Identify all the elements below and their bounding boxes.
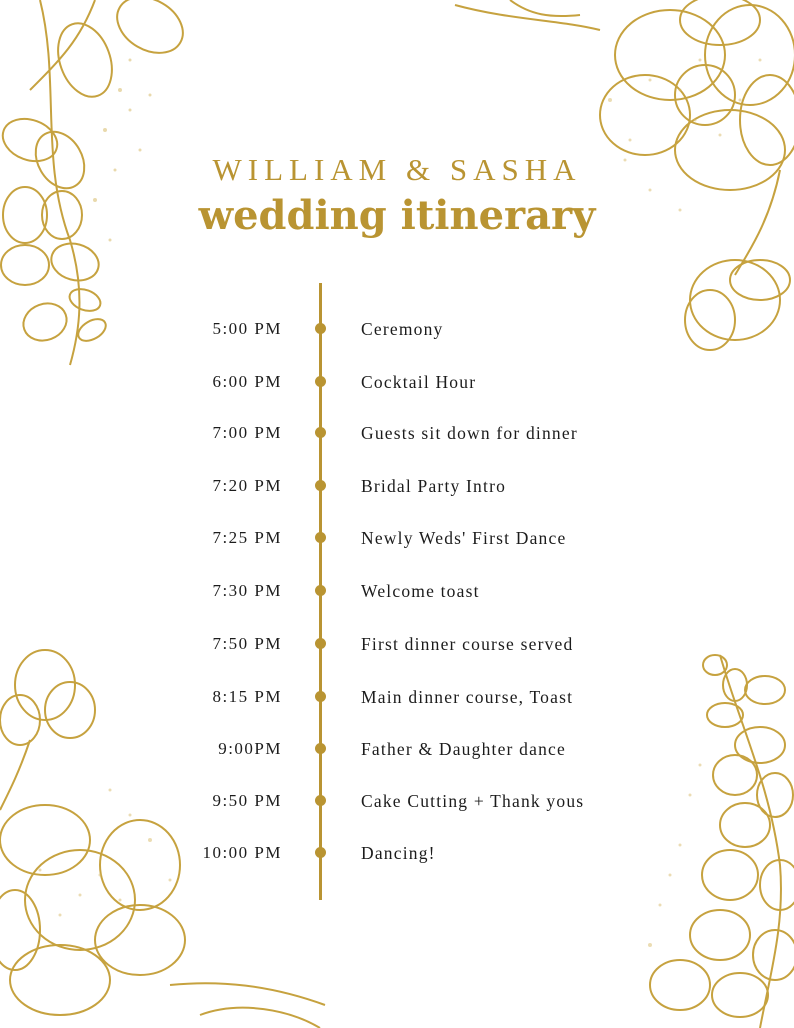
event-name: Guests sit down for dinner (361, 423, 578, 443)
event-name: Bridal Party Intro (361, 476, 507, 496)
event-name: Welcome toast (361, 581, 480, 601)
event-time: 9:50 PM (212, 791, 282, 810)
event-name: Newly Weds' First Dance (361, 528, 567, 548)
event-time: 10:00 PM (202, 843, 282, 862)
timeline-row (0, 471, 794, 501)
event-name: Cake Cutting + Thank yous (361, 791, 585, 811)
timeline-row (0, 786, 794, 816)
itinerary-title: wedding itinerary (198, 192, 596, 239)
event-time: 6:00 PM (212, 372, 282, 391)
event-time: 7:50 PM (212, 634, 282, 653)
event-time: 7:20 PM (212, 476, 282, 495)
event-name: Ceremony (361, 319, 444, 339)
event-name: Main dinner course, Toast (361, 687, 574, 707)
timeline-dot (315, 638, 326, 649)
timeline-row (0, 523, 794, 553)
timeline-row (0, 838, 794, 868)
event-time: 9:00PM (218, 739, 282, 758)
timeline-dot (315, 376, 326, 387)
event-name: Father & Daughter dance (361, 739, 566, 759)
timeline-dot (315, 323, 326, 334)
timeline-row (0, 682, 794, 712)
timeline-row (0, 314, 794, 344)
event-name: Cocktail Hour (361, 372, 477, 392)
timeline-dot (315, 847, 326, 858)
timeline-dot (315, 795, 326, 806)
timeline-dot (315, 480, 326, 491)
couple-names: WILLIAM & SASHA (212, 152, 582, 187)
timeline-row (0, 576, 794, 606)
timeline-dot (315, 585, 326, 596)
timeline-dot (315, 532, 326, 543)
timeline-row (0, 418, 794, 448)
timeline-dot (315, 691, 326, 702)
timeline-row (0, 629, 794, 659)
timeline-row (0, 367, 794, 397)
timeline-dot (315, 743, 326, 754)
event-name: Dancing! (361, 843, 436, 863)
event-time: 8:15 PM (212, 687, 282, 706)
timeline-dot (315, 427, 326, 438)
event-name: First dinner course served (361, 634, 574, 654)
event-time: 7:00 PM (212, 423, 282, 442)
event-time: 5:00 PM (212, 319, 282, 338)
event-time: 7:25 PM (212, 528, 282, 547)
event-time: 7:30 PM (212, 581, 282, 600)
timeline-row (0, 734, 794, 764)
